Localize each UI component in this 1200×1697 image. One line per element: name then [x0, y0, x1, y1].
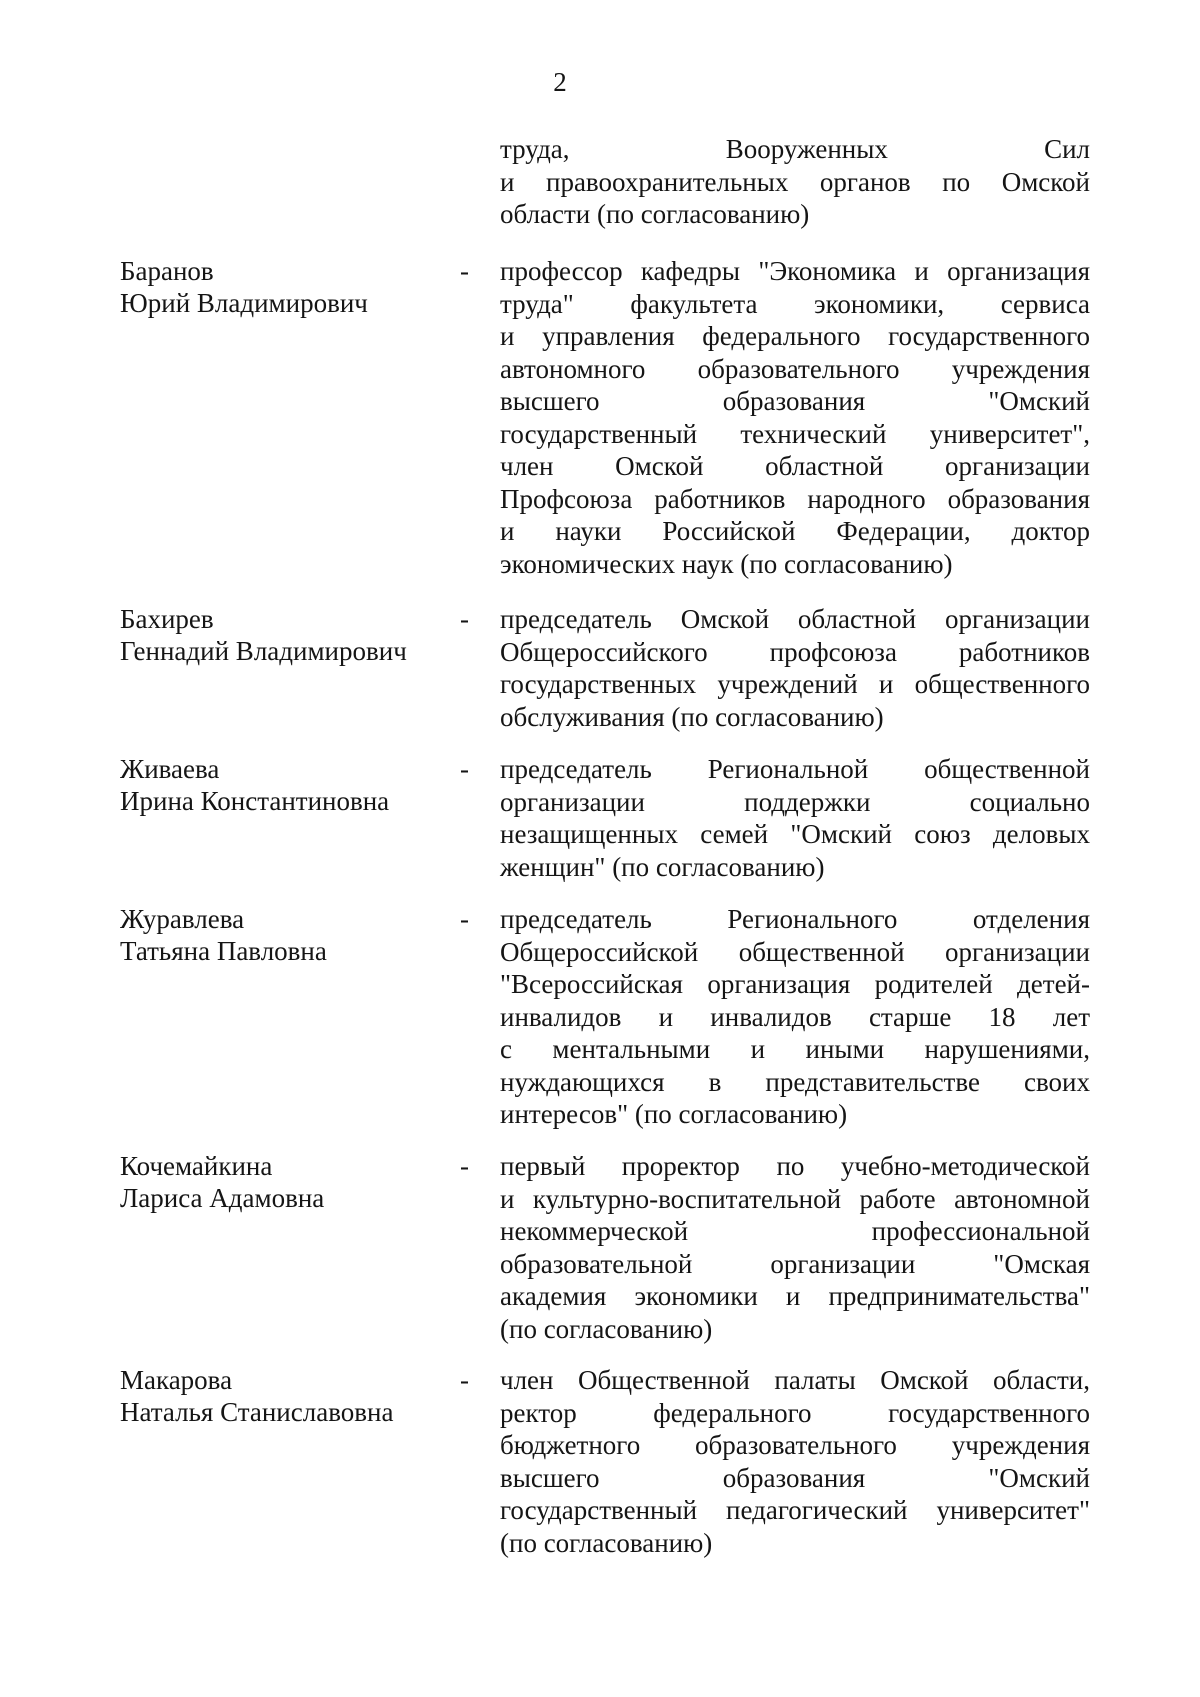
- member-description: [500, 1364, 1090, 1559]
- description-line: государственный технический университет",: [500, 418, 1090, 449]
- description-line: образовательной организации "Омская: [500, 1248, 1090, 1279]
- description-line: автономного образовательного учреждения: [500, 353, 1090, 384]
- member-surname: Журавлева: [120, 904, 245, 934]
- description-line: Общероссийской общественной организации: [500, 936, 1090, 967]
- description-line: с ментальными и иными нарушениями,: [500, 1034, 1090, 1064]
- description-line: нуждающихся в представительстве своих: [500, 1066, 1090, 1097]
- member-surname: Макарова: [120, 1365, 233, 1395]
- description-line: организации поддержки социально: [500, 786, 1090, 817]
- member-surname: Живаева: [120, 754, 220, 784]
- member-name: [120, 903, 450, 967]
- description-line: председатель Омской областной организации: [500, 604, 1090, 634]
- dash-separator: -: [460, 754, 469, 784]
- description-line: труда" факультета экономики, сервиса: [500, 288, 1090, 319]
- page-number: 2: [553, 67, 567, 97]
- description-line: председатель Региональной общественной: [500, 754, 1090, 784]
- description-line: незащищенных семей "Омский союз деловых: [500, 819, 1090, 849]
- member-name: [120, 603, 450, 667]
- member-given-name: Татьяна Павловна: [120, 936, 327, 966]
- dash-separator: -: [460, 904, 469, 934]
- description-line: Общероссийского профсоюза работников: [500, 636, 1090, 667]
- member-given-name: Лариса Адамовна: [120, 1183, 325, 1213]
- member-name: [120, 1150, 450, 1214]
- member-description: [500, 753, 1090, 883]
- description-line: инвалидов и инвалидов старше 18 лет: [500, 1001, 1090, 1032]
- description-line: высшего образования "Омский: [500, 1462, 1090, 1493]
- description-line: ректор федерального государственного: [500, 1397, 1090, 1428]
- description-line: государственный педагогический университет": [500, 1495, 1090, 1525]
- description-line: и управления федерального государственного: [500, 321, 1090, 351]
- description-line: обслуживания (по согласованию): [500, 701, 884, 732]
- member-description: [500, 1150, 1090, 1345]
- dash-separator: -: [460, 604, 469, 634]
- description-line: бюджетного образовательного учреждения: [500, 1430, 1090, 1460]
- member-description: [500, 255, 1090, 580]
- description-line: "Всероссийская организация родителей детей-: [500, 969, 1090, 999]
- description-line: интересов" (по согласованию): [500, 1099, 848, 1129]
- member-name: [120, 255, 450, 319]
- member-given-name: Наталья Станиславовна: [120, 1397, 394, 1427]
- description-line: некоммерческой профессиональной: [500, 1216, 1090, 1246]
- member-name: [120, 1364, 450, 1428]
- description-line: Профсоюза работников народного образования: [500, 483, 1090, 514]
- description-line: высшего образования "Омский: [500, 386, 1090, 416]
- member-surname: Баранов: [120, 256, 214, 286]
- description-line: области (по согласованию): [500, 199, 810, 229]
- member-given-name: Геннадий Владимирович: [120, 636, 407, 666]
- description-line: председатель Регионального отделения: [500, 904, 1090, 934]
- member-description: [500, 903, 1090, 1131]
- description-line: (по согласованию): [500, 1313, 713, 1344]
- description-line: и науки Российской Федерации, доктор: [500, 516, 1090, 546]
- description-line: член Общественной палаты Омской области,: [500, 1365, 1090, 1395]
- description-line: и культурно-воспитательной работе автономной: [500, 1183, 1090, 1214]
- member-given-name: Юрий Владимирович: [120, 288, 368, 318]
- description-line: экономических наук (по согласованию): [500, 548, 953, 579]
- description-line: академия экономики и предпринимательства": [500, 1281, 1090, 1311]
- description-line: (по согласованию): [500, 1527, 713, 1558]
- description-line: женщин" (по согласованию): [500, 851, 825, 882]
- continuation-description: [500, 133, 1090, 231]
- description-line: и правоохранительных органов по Омской: [500, 166, 1090, 197]
- description-line: государственных учреждений и общественного: [500, 669, 1090, 699]
- dash-separator: -: [460, 1151, 469, 1181]
- member-given-name: Ирина Константиновна: [120, 786, 390, 816]
- member-description: [500, 603, 1090, 733]
- member-name: [120, 753, 450, 817]
- member-surname: Кочемайкина: [120, 1151, 273, 1181]
- dash-separator: -: [460, 256, 469, 286]
- description-line: труда, Вооруженных Сил: [500, 134, 1090, 164]
- dash-separator: -: [460, 1365, 469, 1395]
- description-line: профессор кафедры "Экономика и организация: [500, 256, 1090, 286]
- description-line: первый проректор по учебно-методической: [500, 1151, 1090, 1181]
- member-surname: Бахирев: [120, 604, 214, 634]
- description-line: член Омской областной организации: [500, 451, 1090, 481]
